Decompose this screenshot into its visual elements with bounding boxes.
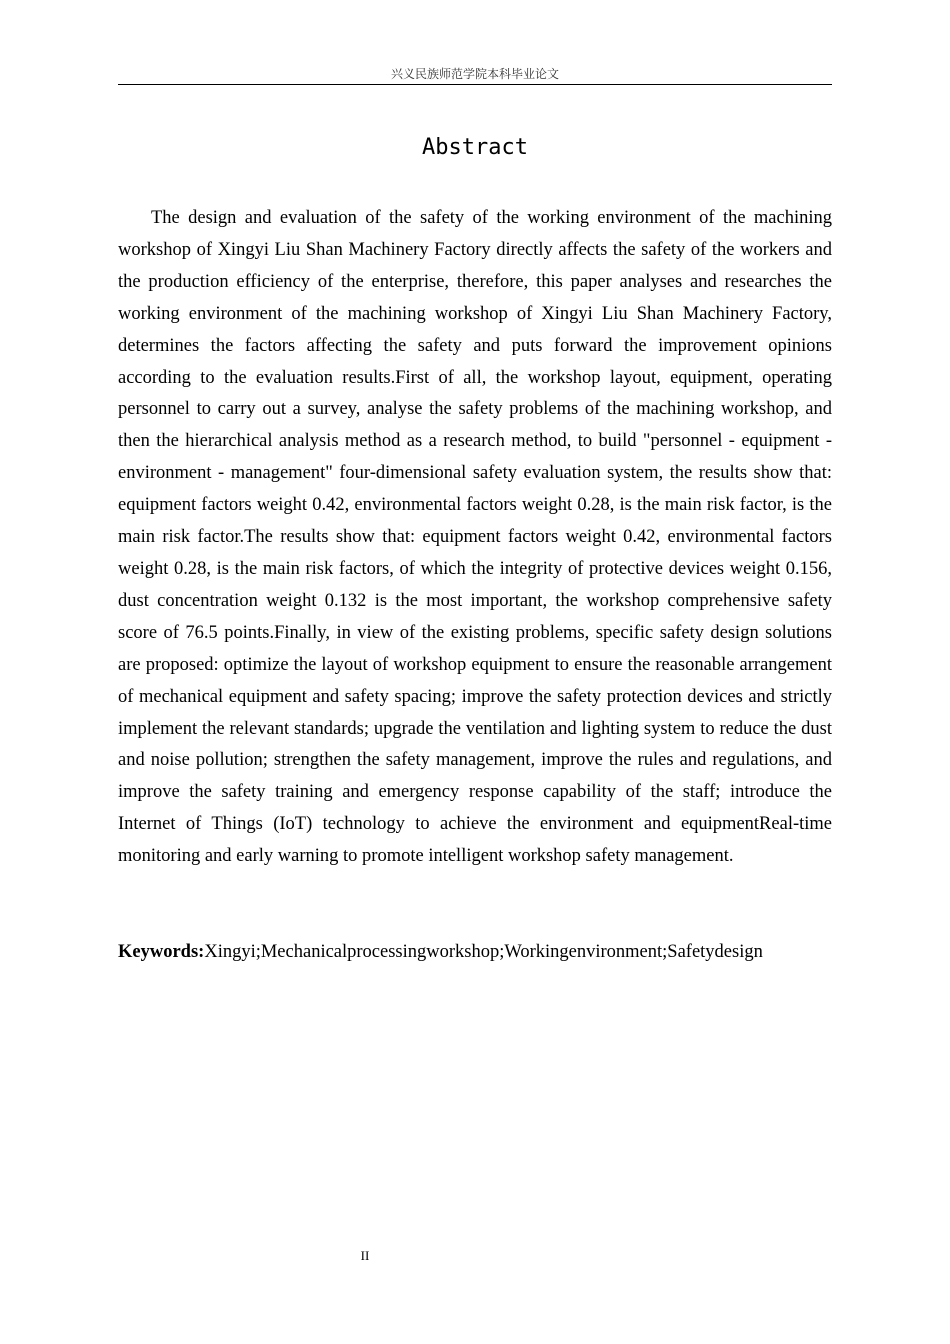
keywords-label: Keywords: (118, 942, 205, 962)
keywords-line (118, 937, 832, 969)
running-header-text: 兴义民族师范学院本科毕业论文 (390, 67, 559, 81)
page-title: Abstract (422, 135, 528, 160)
keywords-value: Xingyi;Mechanicalprocessingworkshop;Workingenvironment;Safetydesign (204, 942, 763, 962)
running-header (118, 66, 832, 85)
abstract-paragraph: The design and evaluation of the safety of the working environment of the machining workshop of Xingyi Liu Shan Machinery Factory directly affects the safety of the workers and the production efficiency of the enterprise, therefore, this paper analyses and researches the working environment of the machining workshop of Xingyi Liu Shan Machinery Factory, determines the factors affecting the safety and puts forward the improvement opinions according to the evaluation results.First of all, the workshop layout, equipment, operating personnel to carry out a survey, analyse the safety problems of the machining workshop, and then the hierarchical analysis method as a research method, to build "personnel - equipment - environment - management" four-dimensional safety evaluation system, the results show that: equipment factors weight 0.42, environmental factors weight 0.28, is the main risk factor, is the main risk factor.The results show that: equipment factors weight 0.42, environmental factors weight 0.28, is the main risk factors, of which the integrity of protective devices weight 0.156, dust concentration weight 0.132 is the most important, the workshop comprehensive safety score of 76.5 points.Finally, in view of the existing problems, specific safety design solutions are proposed: optimize the layout of workshop equipment to ensure the reasonable arrangement of mechanical equipment and safety spacing; improve the safety protection devices and strictly implement the relevant standards; upgrade the ventilation and lighting system to reduce the dust and noise pollution; strengthen the safety management, improve the rules and regulations, and improve the safety training and emergency response capability of the staff; introduce the Internet of Things (IoT) technology to achieve the environment and equipmentReal-time monitoring and early warning to promote intelligent workshop safety management. (118, 208, 832, 867)
page-number: II (360, 1248, 370, 1263)
